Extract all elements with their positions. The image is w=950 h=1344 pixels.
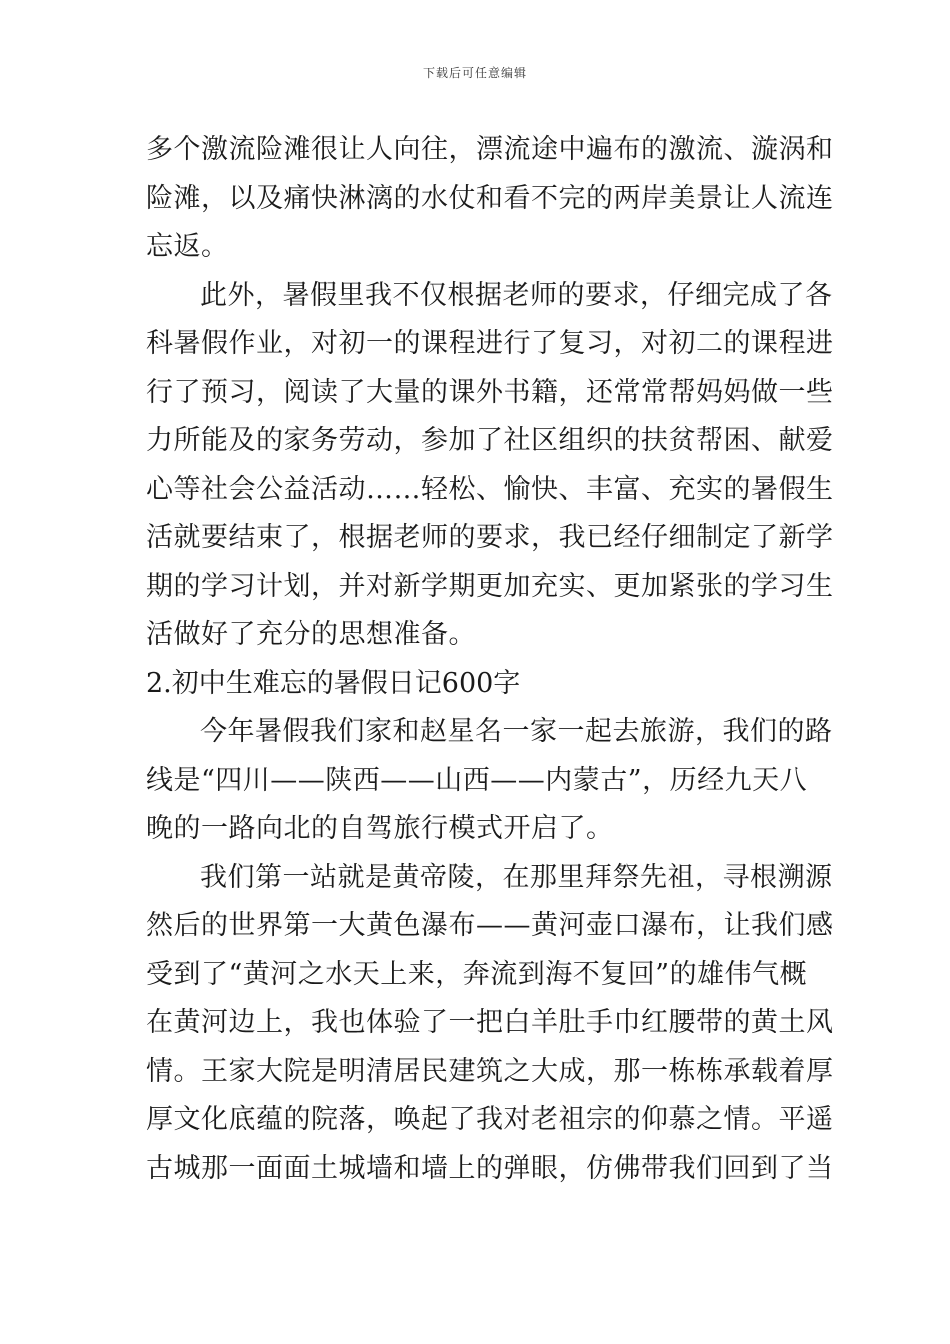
text-line: 忘返。 [146,231,229,262]
text-line: 心等社会公益活动……轻松、愉快、丰富、充实的暑假生 [146,473,834,505]
text-line: 我们第一站就是黄帝陵，在那里拜祭先祖，寻根溯源 [200,861,833,893]
text-line: 险滩，以及痛快淋漓的水仗和看不完的两岸美景让人流连 [146,182,834,214]
text-line: 线是“四川——陕西——山西——内蒙古”，历经九天八 [146,764,808,796]
text-line: 厚文化底蕴的院落，唤起了我对老祖宗的仰慕之情。平遥 [146,1104,834,1135]
text-line: 此外，暑假里我不仅根据老师的要求，仔细完成了各 [200,279,833,311]
document-body [146,126,834,1193]
text-line: 科暑假作业，对初一的课程进行了复习，对初二的课程进 [146,328,834,359]
text-line: 期的学习计划，并对新学期更加充实、更加紧张的学习生 [146,570,834,602]
page-header: 下载后可任意编辑 [422,66,527,80]
text-line: 在黄河边上，我也体验了一把白羊肚手巾红腰带的黄土风 [146,1007,834,1038]
text-line: 活做好了充分的思想准备。 [146,619,476,650]
section-heading: 2.初中生难忘的暑假日记600字 [146,667,521,699]
text-line: 晚的一路向北的自驾旅行模式开启了。 [146,813,614,844]
text-line: 多个激流险滩很让人向往，漂流途中遍布的激流、漩涡和 [146,134,834,165]
text-line: 情。王家大院是明清居民建筑之大成，那一栋栋承载着厚 [146,1055,834,1087]
text-line: 受到了“黄河之水天上来，奔流到海不复回”的雄伟气概 [146,958,808,990]
text-line: 行了预习，阅读了大量的课外书籍，还常常帮妈妈做一些 [146,376,834,408]
text-line: 古城那一面面土城墙和墙上的弹眼，仿佛带我们回到了当 [146,1152,834,1184]
text-line: 今年暑假我们家和赵星名一家一起去旅游，我们的路 [200,716,833,747]
text-line: 力所能及的家务劳动，参加了社区组织的扶贫帮困、献爱 [146,425,834,456]
text-line: 然后的世界第一大黄色瀑布——黄河壶口瀑布，让我们感 [146,910,834,941]
text-line: 活就要结束了，根据老师的要求，我已经仔细制定了新学 [146,522,834,553]
